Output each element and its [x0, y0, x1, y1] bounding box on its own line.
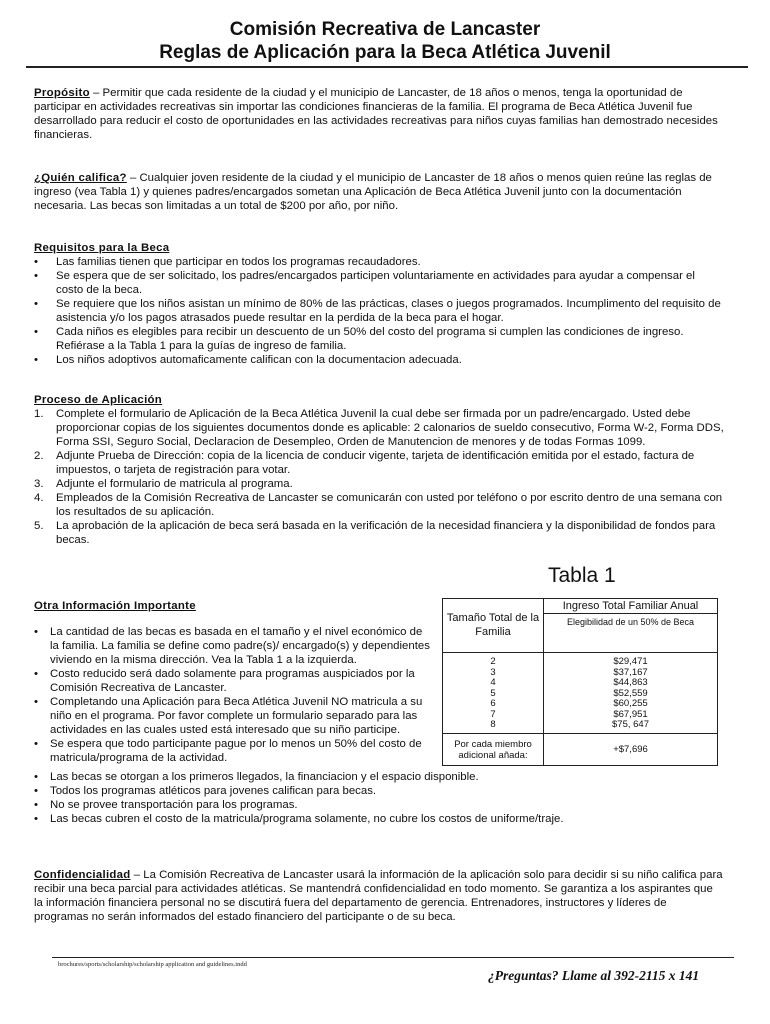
table-cell: 7 — [490, 708, 496, 720]
document-title — [0, 18, 770, 64]
list-item: • Se requiere que los niños asistan un mínimo de 80% de las prácticas, clases o juegos programados. Incumplimento del requisito de asistencia y/o los pagos atrasados puede resultar en la perdida de la beca para el hogar. — [34, 297, 724, 325]
list-number: 1. — [34, 408, 44, 420]
list-number: 3. — [34, 478, 44, 490]
list-number: 5. — [34, 520, 44, 532]
list-item — [34, 449, 724, 477]
list-item: • Las familias tienen que participar en todos los programas recaudadores. — [34, 255, 724, 269]
list-text: Complete el formulario de Aplicación de la Beca Atlética Juvenil la cual debe ser firmada por un padre/encargado. Usted debe proporcionar copias de los siguientes documentos donde es aplicable: 2 calonarios de sueldo consecutivo, Forma W-2, Forma DDS, Forma SSI, Seguro Social, Declaracion de Desempleo, Orden de Manutencion de menores y de todas Formas 1099. — [56, 408, 724, 448]
requisitos-heading: Requisitos para la Beca — [34, 242, 170, 254]
table-cell: 5 — [490, 687, 496, 699]
list-item — [34, 477, 724, 491]
table-cell: $75, 647 — [612, 719, 649, 730]
table-family-sizes — [443, 657, 543, 731]
proceso-list — [34, 407, 724, 547]
footer-questions: ¿Preguntas? Llame al 392-2115 x 141 — [488, 968, 700, 983]
otra-list-full-items — [34, 770, 724, 826]
table-subheader-eligibility: Elegibilidad de un 50% de Beca — [566, 617, 695, 627]
list-item — [34, 407, 724, 449]
list-item: • Completando una Aplicación para Beca Atlética Juvenil NO matricula a su niño en el programa. Por favor complete un formulario separado para las actividades en las cuales usted está interesado que su niño participe. — [34, 695, 434, 737]
tabla-title: Tabla 1 — [548, 564, 616, 587]
otra-heading: Otra Información Importante — [34, 600, 196, 613]
table-cell: $52,559 — [613, 687, 648, 699]
table-cell: 6 — [490, 698, 496, 709]
table-cell: 3 — [490, 666, 496, 678]
table-header-income: Ingreso Total Familiar Anual — [562, 600, 699, 612]
section-requisitos — [34, 241, 724, 367]
list-number: 2. — [34, 450, 44, 462]
title-line-2: Reglas de Aplicación para la Beca Atlética Juvenil — [159, 42, 611, 63]
table-header-family-size: Tamaño Total de la Familia — [446, 612, 540, 638]
table-cell: 2 — [490, 656, 496, 667]
footer-file-path: brochures/sports/scholarship/scholarship application and guidelines.indd — [58, 961, 247, 968]
table-cell: 4 — [490, 677, 496, 688]
list-item: • Los niños adoptivos automaficamente califican con la documentacion adecuada. — [34, 353, 724, 367]
list-text: La aprobación de la aplicación de beca será basada en la verificación de la necesidad financiera y la disponibilidad de fondos para becas. — [56, 520, 716, 546]
list-item: • La cantidad de las becas es basada en el tamaño y el nivel económico de la familia. La familia se define como padre(s)/ encargado(s) y dependientes viviendo en la misma dirección. Vea la Tabla 1 a la izquierda. — [34, 625, 434, 667]
title-divider — [26, 66, 748, 68]
list-text: Empleados de la Comisión Recreativa de Lancaster se comunicarán con usted por teléfono o por escrito dentro de una semana con los resultados de su aplicación. — [56, 492, 723, 518]
table-cell: $67,951 — [613, 708, 648, 720]
footer-divider — [52, 957, 734, 958]
section-proposito — [34, 86, 724, 142]
list-item: • Todos los programas atléticos para jovenes califican para becas. — [34, 784, 724, 798]
table-divider — [443, 733, 717, 734]
table-extra-label: Por cada miembro adicional añada: — [454, 739, 532, 761]
table-divider — [543, 613, 717, 614]
list-item: • Las becas cubren el costo de la matricula/programa solamente, no cubre los costos de uniforme/traje. — [34, 812, 724, 826]
section-confidencialidad — [34, 868, 724, 924]
list-item: • Costo reducido será dado solamente para programas auspiciados por la Comisión Recreativa de Lancaster. — [34, 667, 434, 695]
proceso-heading: Proceso de Aplicación — [34, 394, 163, 406]
list-item: • Se espera que de ser solicitado, los padres/encargados participen voluntariamente en actividades para ayudar a compensar el costo de la beca. — [34, 269, 724, 297]
title-line-1: Comisión Recreativa de Lancaster — [229, 19, 541, 40]
table-cell: $37,167 — [613, 666, 648, 678]
section-proceso — [34, 393, 724, 547]
confidencialidad-text: – La Comisión Recreativa de Lancaster usará la información de la aplicación solo para decidir si su niño califica para recibir una beca parcial para actividades atléticas. Se mantendrá confidencialidad en todo momento. Se garantiza a los aspirantes que la información financiera personal no se discutirá fuera del departamento de gerencia. Entrenadores, instructores y líderes de programas no serán informados del estado financiero del participante o de su beca. — [34, 869, 723, 923]
table-incomes — [544, 657, 717, 731]
list-item — [34, 491, 724, 519]
list-item: • No se provee transportación para los programas. — [34, 798, 724, 812]
list-text: Adjunte el formulario de matricula al programa. — [56, 478, 293, 490]
table-divider — [443, 652, 717, 653]
list-item: • Las becas se otorgan a los primeros llegados, la financiacion y el espacio disponible. — [34, 770, 724, 784]
quien-heading: ¿Quién califica? — [34, 172, 127, 184]
table-cell: 8 — [490, 719, 496, 730]
otra-list-full — [34, 770, 724, 826]
list-text: Adjunte Prueba de Dirección: copia de la licencia de conducir vigente, tarjeta de identificación emitida por el estado, factura de impuestos, o tarjeta de registración para votar. — [56, 450, 695, 476]
list-item — [34, 519, 724, 547]
table-extra-value: +$7,696 — [613, 744, 648, 755]
income-table — [442, 598, 718, 766]
quien-text: – Cualquier joven residente de la ciudad y el municipio de Lancaster de 18 años o menos quien reúne las reglas de ingreso (vea Tabla 1) y quienes padres/encargados sometan una Aplicación de Beca Atlética Juvenil junto con la documentación necesaria. Las becas son limitadas a un total de $200 por año, por niño. — [34, 172, 712, 212]
confidencialidad-heading: Confidencialidad — [34, 869, 131, 881]
section-otra-informacion — [34, 588, 434, 765]
list-item: • Cada niños es elegibles para recibir un descuento de un 50% del costo del programa si cumplen las condiciones de ingreso. Refiérase a la Tabla 1 para la guías de ingreso de familia. — [34, 325, 724, 353]
section-quien-califica — [34, 171, 724, 213]
proposito-heading: Propósito — [34, 87, 90, 99]
table-cell: $44,863 — [613, 677, 648, 688]
table-cell: $60,255 — [613, 698, 648, 709]
table-cell: $29,471 — [613, 656, 648, 667]
list-number: 4. — [34, 492, 44, 504]
list-item: • Se espera que todo participante pague por lo menos un 50% del costo de matricula/programa de la actividad. — [34, 737, 434, 765]
proposito-text: – Permitir que cada residente de la ciudad y el municipio de Lancaster, de 18 años o menos, tenga la oportunidad de participar en actividades recreativas sin importar las condiciones financieras de la familia. El programa de Beca Atlética Juvenil fue desarrollado para reducir el costo de oportunidades en las actividades recreativas para niños cuyas familias han demostrado necesides financieras. — [34, 87, 718, 141]
requisitos-list — [34, 255, 724, 367]
otra-list-left — [34, 625, 434, 765]
